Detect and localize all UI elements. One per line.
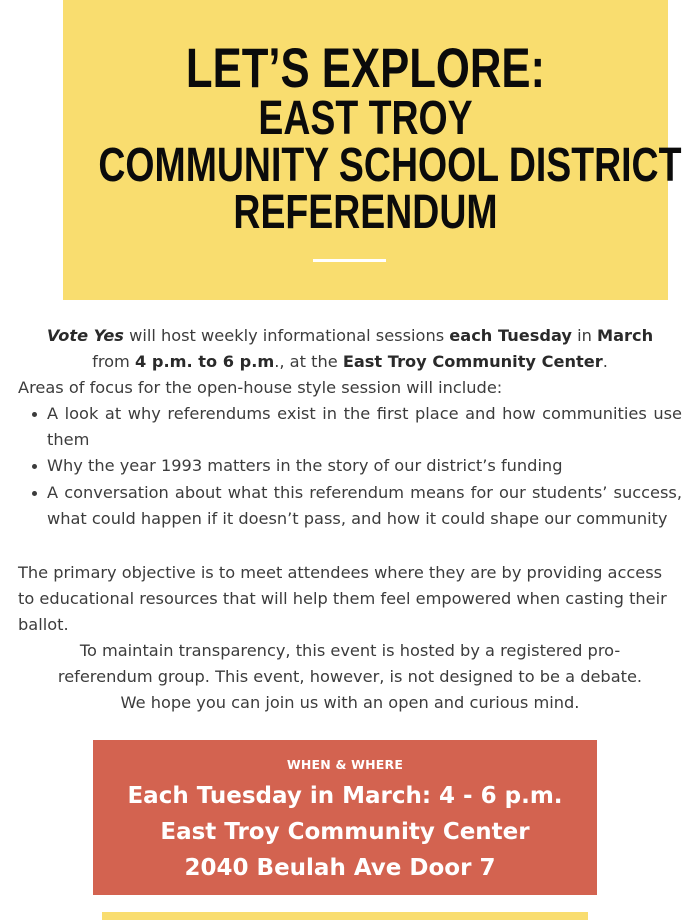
- event-schedule: Each Tuesday in March: 4 - 6 p.m.: [127, 783, 563, 809]
- intro-paragraph: [18, 323, 682, 375]
- title-line-4: REFERENDUM: [233, 186, 498, 239]
- hero-banner: [63, 0, 682, 300]
- focus-list: [18, 401, 682, 532]
- intro-place: East Troy Community Center: [342, 352, 603, 372]
- when-where-label: WHEN & WHERE: [286, 757, 404, 772]
- transparency-paragraph: [18, 638, 682, 717]
- title-line-2: EAST TROY: [258, 92, 473, 145]
- intro-text: will host weekly informational sessions: [123, 326, 450, 345]
- when-where-box: [93, 740, 597, 895]
- intro-text: .: [602, 352, 608, 372]
- objective-paragraph: The primary objective is to meet attendees where they are by providing access to educational resources that will help them feel empowered when casting their ballot.: [18, 563, 667, 635]
- title-divider: [313, 259, 386, 262]
- footer-banner: [102, 912, 588, 920]
- list-item: [18, 453, 682, 479]
- intro-time: 4 p.m. to 6 p.m: [134, 352, 275, 372]
- intro-text: ., at the: [274, 352, 343, 372]
- intro-text: in: [571, 326, 597, 345]
- intro-text: from: [92, 352, 135, 372]
- transparency-line: To maintain transparency, this event is hosted by a registered pro-: [79, 641, 621, 660]
- transparency-line: referendum group. This event, however, is not designed to be a debate.: [57, 667, 643, 687]
- bullet-icon: [32, 491, 37, 496]
- page-title: [63, 36, 682, 239]
- bullet-icon: [32, 464, 37, 469]
- intro-when: each Tuesday: [449, 326, 572, 345]
- title-line-1: LET’S EXPLORE:: [185, 36, 546, 99]
- intro-month: March: [596, 326, 654, 345]
- list-item-text: Why the year 1993 matters in the story of our district’s funding: [47, 456, 563, 476]
- list-item-text: A conversation about what this referendum means for our students’ success, what could happen if it doesn’t pass, and how it could shape our community: [47, 482, 682, 528]
- list-item: [18, 401, 682, 453]
- areas-heading: Areas of focus for the open-house style session will include:: [18, 378, 503, 397]
- org-name: Vote Yes: [46, 326, 124, 345]
- list-item-text: A look at why referendums exist in the first place and how communities use them: [47, 404, 682, 450]
- title-line-3: COMMUNITY SCHOOL DISTRICT: [98, 139, 682, 192]
- event-venue: East Troy Community Center: [160, 819, 530, 845]
- bullet-icon: [32, 412, 37, 417]
- list-item: [18, 480, 682, 532]
- event-address: 2040 Beulah Ave Door 7: [184, 855, 496, 881]
- transparency-line: We hope you can join us with an open and curious mind.: [120, 693, 580, 713]
